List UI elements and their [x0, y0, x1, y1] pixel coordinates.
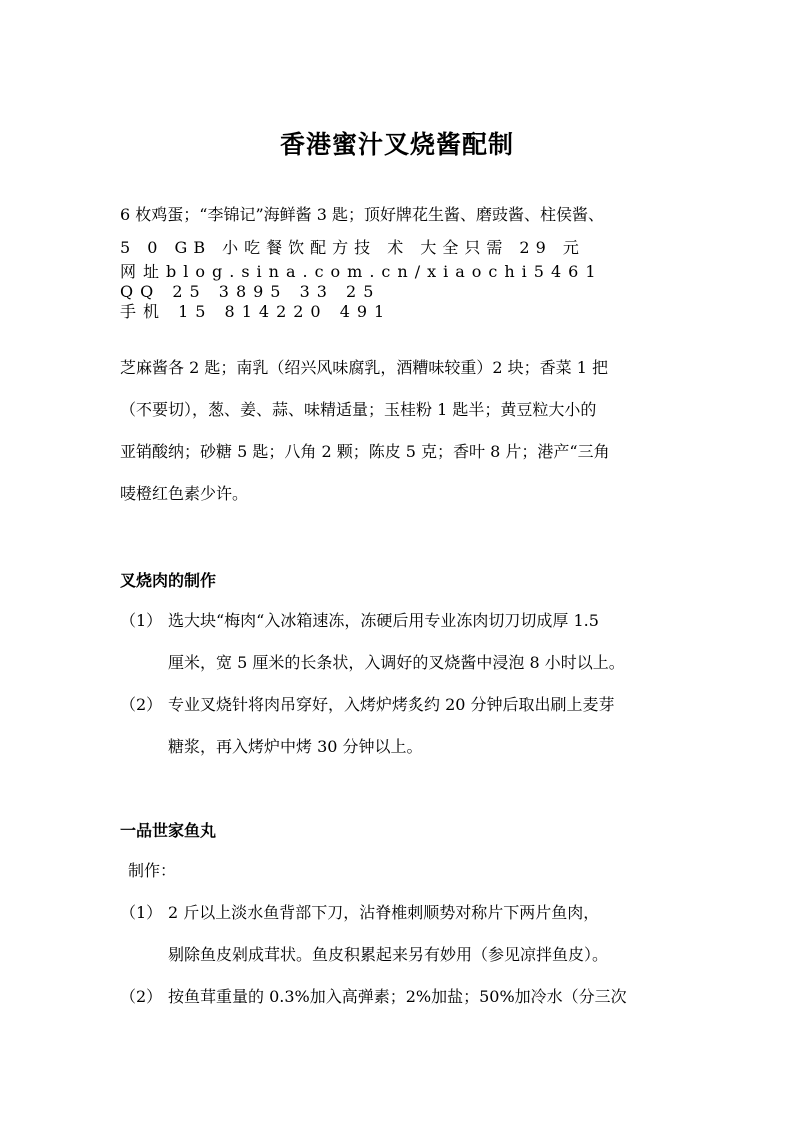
step-text: 按鱼茸重量的 0.3%加入高弹素；2%加盐；50%加冷水（分三次 [168, 987, 627, 1006]
step-number: （1） [120, 903, 163, 922]
ad-line: 5 0 GB 小吃餐饮配方技 术 大全只需 29 元 [120, 238, 585, 257]
ingredients-line: 唛橙红色素少许。 [120, 484, 249, 503]
section-heading: 一品世家鱼丸 [120, 821, 217, 840]
step-text: 剔除鱼皮剁成茸状。鱼皮积累起来另有妙用（参见凉拌鱼皮）。 [168, 945, 609, 964]
ingredients-line: 亚销酸纳；砂糖 5 匙；八角 2 颗；陈皮 5 克；香叶 8 片；港产“三角 [120, 442, 610, 461]
section-heading: 叉烧肉的制作 [120, 571, 217, 590]
section-subheading: 制作： [128, 861, 177, 880]
ad-line: 网址blog.sina.com.cn/xiaochi5461 [120, 262, 603, 281]
ad-line: 手机 15 814220 491 [120, 302, 392, 321]
step-text: 厘米，宽 5 厘米的长条状，入调好的叉烧酱中浸泡 8 小时以上。 [168, 653, 625, 672]
ingredients-line: 6 枚鸡蛋；“李锦记”海鲜酱 3 匙；顶好牌花生酱、磨豉酱、柱侯酱、 [120, 205, 604, 224]
step-text: 专业叉烧针将肉吊穿好，入烤炉烤炙约 20 分钟后取出刷上麦芽 [168, 695, 615, 714]
ad-line: QQ 25 3895 33 25 [120, 282, 381, 301]
step-number: （2） [120, 695, 163, 714]
ingredients-line: （不要切），葱、姜、蒜、味精适量；玉桂粉 1 匙半；黄豆粒大小的 [120, 400, 597, 419]
step-text: 2 斤以上淡水鱼背部下刀，沾脊椎刺顺势对称片下两片鱼肉， [168, 903, 600, 922]
step-text: 糖浆，再入烤炉中烤 30 分钟以上。 [168, 737, 423, 756]
ingredients-line: 芝麻酱各 2 匙；南乳（绍兴风味腐乳，酒糟味较重）2 块；香菜 1 把 [120, 358, 608, 377]
advertisement-block [120, 238, 603, 322]
step-text: 选大块“梅肉“入冰箱速冻，冻硬后用专业冻肉切刀切成厚 1.5 [168, 611, 599, 630]
step-number: （2） [120, 987, 163, 1006]
step-number: （1） [120, 611, 163, 630]
page-title: 香港蜜汁叉烧酱配制 [279, 130, 514, 159]
